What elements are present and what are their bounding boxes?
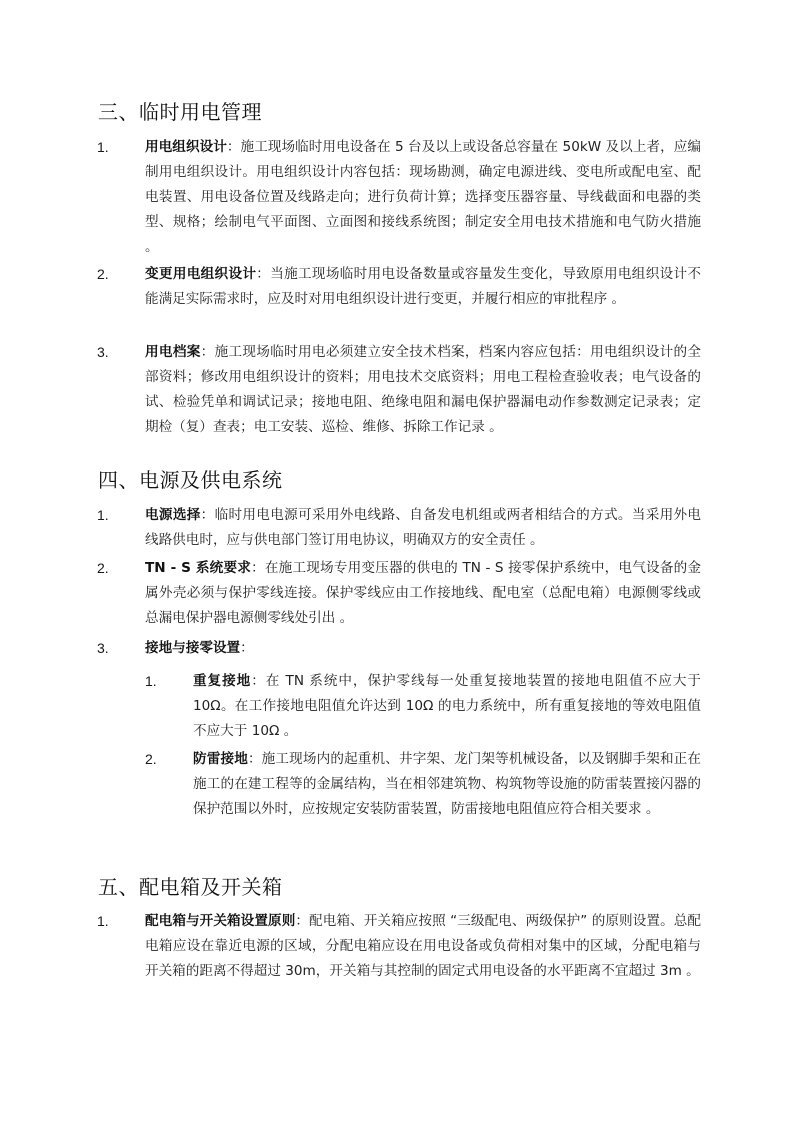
section-heading-3: 三、临时用电管理 <box>98 100 262 124</box>
section-heading-4: 四、电源及供电系统 <box>98 468 283 492</box>
item-body: 在施工现场专用变压器的供电的 TN - S 接零保护系统中，电气设备的金属外壳必须与保护零线连接。保护零线应由工作接地线、配电室（总配电箱）电源侧零线或总漏电保护器电源侧零线处引出 。 <box>145 560 701 626</box>
section-heading-5: 五、配电箱及开关箱 <box>98 875 283 899</box>
item-number: 1. <box>97 913 109 929</box>
item-body: 临时用电电源可采用外电线路、自备发电机组或两者相结合的方式。当采用外电线路供电时，应与供电部门签订用电协议，明确双方的安全责任 。 <box>145 507 702 548</box>
item-number: 1. <box>97 139 109 155</box>
item-sep: ： <box>251 673 266 689</box>
item-text <box>145 503 701 553</box>
item-body: 当施工现场临时用电设备数量或容量发生变化，导致原用电组织设计不能满足实际需求时，应及时对用电组织设计进行变更，并履行相应的审批程序 。 <box>145 266 702 307</box>
item-number: 1. <box>145 673 157 689</box>
item-sep: ： <box>200 344 215 360</box>
item-sep: ： <box>226 139 241 155</box>
item-text <box>145 262 701 312</box>
item-text <box>193 747 701 822</box>
item-sep: ： <box>240 640 254 656</box>
item-number: 2. <box>145 751 157 767</box>
item-number: 2. <box>97 560 109 576</box>
item-lead: 用电档案 <box>145 344 201 360</box>
item-body: 施工现场临时用电设备在 5 台及以上或设备总容量在 50kW 及以上者，应编制用电组织设计。用电组织设计内容包括：现场勘测，确定电源进线、变电所或配电室、配电装置、用电设备位置及线路走向；进行负荷计算；选择变压器容量、导线截面和电器的类型、规格；绘制电气平面图、立面图和接线系统图；制定安全用电技术措施和电气防火措施 。 <box>145 139 702 255</box>
item-lead: TN - S 系统要求 <box>145 560 252 576</box>
item-body: 配电箱、开关箱应按照 “三级配电、两级保护” 的原则设置。总配电箱应设在靠近电源的区域，分配电箱应设在用电设备或负荷相对集中的区域，分配电箱与开关箱的距离不得超过 30m，开关箱与其控制的固定式用电设备的水平距离不宜超过 3m 。 <box>145 913 702 979</box>
item-lead: 防雷接地 <box>193 751 248 767</box>
item-body: 在 TN 系统中，保护零线每一处重复接地装置的接地电阻值不应大于 10Ω。在工作接地电阻值允许达到 10Ω 的电力系统中，所有重复接地的等效电阻值不应大于 10Ω 。 <box>193 673 702 739</box>
item-lead: 用电组织设计 <box>145 139 227 155</box>
item-body: 施工现场临时用电必须建立安全技术档案，档案内容应包括：用电组织设计的全部资料；修改用电组织设计的资料；用电技术交底资料；用电工程检查验收表；电气设备的试、检验凭单和调试记录；接地电阻、绝缘电阻和漏电保护器漏电动作参数测定记录表；定期检（复）查表；电工安装、巡检、维修、拆除工作记录 。 <box>145 344 702 435</box>
item-number: 3. <box>97 344 109 360</box>
item-sep: ： <box>251 560 265 576</box>
item-text <box>145 909 701 984</box>
item-number: 3. <box>97 640 109 656</box>
item-number: 2. <box>97 266 109 282</box>
item-sep: ： <box>295 913 310 929</box>
item-sep: ： <box>200 507 215 523</box>
item-lead: 重复接地 <box>193 673 252 689</box>
item-lead: 接地与接零设置 <box>145 640 241 656</box>
item-text <box>193 669 701 744</box>
item-lead: 配电箱与开关箱设置原则 <box>145 913 296 929</box>
item-sep: ： <box>256 266 271 282</box>
item-text <box>145 556 701 631</box>
item-text <box>145 135 701 260</box>
item-lead: 电源选择 <box>145 507 201 523</box>
item-sep: ： <box>247 751 262 767</box>
item-text <box>145 636 701 661</box>
item-body: 施工现场内的起重机、井字架、龙门架等机械设备，以及钢脚手架和正在施工的在建工程等的金属结构，当在相邻建筑物、构筑物等设施的防雷装置接闪器的保护范围以外时，应按规定安装防雷装置，防雷接地电阻值应符合相关要求 。 <box>193 751 702 817</box>
item-text <box>145 340 701 440</box>
item-lead: 变更用电组织设计 <box>145 266 257 282</box>
item-number: 1. <box>97 507 109 523</box>
